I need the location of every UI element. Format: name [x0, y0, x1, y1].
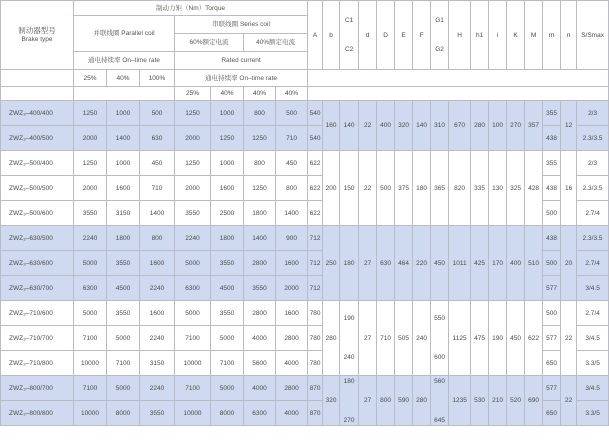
dim-i-cell: 130 — [489, 151, 507, 226]
dim-h1-cell: 335 — [471, 151, 489, 226]
torque-cell: 2240 — [140, 376, 175, 401]
dim-S-cell: 3/4.5 — [577, 276, 609, 301]
dim-A-cell: 622 — [308, 151, 323, 176]
header-rated-60: 60%额定电流 — [175, 34, 244, 52]
torque-cell: 5000 — [211, 376, 244, 401]
torque-cell: 3550 — [211, 301, 244, 326]
model-cell: ZWZ₃–710/700 — [1, 326, 74, 351]
dim-G-cell — [431, 376, 449, 426]
dim-A-cell: 780 — [308, 351, 323, 376]
torque-cell: 7100 — [74, 326, 107, 351]
torque-cell: 4000 — [276, 351, 308, 376]
dim-n-cell: 22 — [561, 301, 577, 376]
torque-cell: 5600 — [244, 351, 276, 376]
dim-A-cell: 780 — [308, 326, 323, 351]
header-G1: G1 — [435, 17, 444, 24]
dim-m-cell: 438 — [543, 126, 561, 151]
dim-G1-value: 560 — [434, 377, 446, 385]
torque-cell: 5000 — [74, 301, 107, 326]
dim-h1-cell: 280 — [471, 101, 489, 151]
torque-cell: 900 — [276, 226, 308, 251]
header-blank-4 — [308, 87, 609, 101]
header-rate-40b: 40% — [211, 87, 244, 101]
dim-F-cell: 220 — [413, 226, 431, 301]
dim-G1-value: 450 — [434, 259, 446, 267]
torque-cell: 450 — [140, 151, 175, 176]
dim-G1-value: 550 — [434, 315, 446, 322]
torque-cell: 6300 — [175, 276, 211, 301]
torque-cell: 5000 — [107, 326, 140, 351]
header-brake-type — [1, 1, 74, 70]
model-cell: ZWZ₃–500/600 — [1, 201, 74, 226]
torque-cell: 3550 — [107, 301, 140, 326]
torque-cell: 4000 — [244, 376, 276, 401]
header-series-coil: 串联线圈 Series coil — [175, 16, 308, 34]
torque-cell: 1250 — [175, 151, 211, 176]
dim-A-cell: 780 — [308, 301, 323, 326]
dim-D-cell: 630 — [377, 226, 395, 301]
dim-K-cell: 325 — [507, 151, 525, 226]
header-E: E — [395, 1, 413, 70]
torque-cell: 800 — [140, 226, 175, 251]
torque-cell: 1250 — [74, 151, 107, 176]
model-cell: ZWZ₃–630/700 — [1, 276, 74, 301]
header-rate-40c-b: 40% — [276, 87, 308, 101]
dim-E-cell: 375 — [395, 151, 413, 226]
dim-S-cell: 2/3 — [577, 151, 609, 176]
header-torque: 制动力矩（Nm）Torque — [74, 1, 308, 16]
torque-cell: 7100 — [74, 376, 107, 401]
torque-cell: 6300 — [244, 401, 276, 426]
torque-cell: 7100 — [175, 326, 211, 351]
dim-E-cell: 505 — [395, 301, 413, 376]
dim-i-cell: 100 — [489, 101, 507, 151]
torque-cell: 2800 — [244, 251, 276, 276]
dim-S-cell: 2.3/3.5 — [577, 176, 609, 201]
dim-H-cell: 1011 — [449, 226, 471, 301]
dim-d-cell: 22 — [359, 151, 377, 226]
dim-n-cell: 12 — [561, 101, 577, 151]
dim-S-cell: 3/4.5 — [577, 376, 609, 401]
dim-i-cell: 190 — [489, 301, 507, 376]
table-row — [1, 301, 609, 326]
torque-cell: 4500 — [211, 276, 244, 301]
torque-cell: 630 — [140, 126, 175, 151]
torque-cell: 2800 — [244, 301, 276, 326]
torque-cell: 710 — [276, 126, 308, 151]
header-S: S/Smax — [577, 1, 609, 70]
torque-cell: 8000 — [211, 401, 244, 426]
model-cell: ZWZ₃–710/800 — [1, 351, 74, 376]
dim-C-cell — [340, 101, 359, 151]
dim-M-cell: 428 — [525, 151, 543, 226]
dim-C1-value: 180 — [343, 377, 355, 385]
torque-cell: 2240 — [140, 326, 175, 351]
dim-b-cell: 200 — [323, 151, 340, 226]
dim-H-cell: 670 — [449, 101, 471, 151]
header-A: A — [308, 1, 323, 70]
torque-cell: 3550 — [74, 201, 107, 226]
dim-C2-value: 270 — [343, 416, 355, 424]
dim-F-cell: 280 — [413, 376, 431, 426]
dim-d-cell: 27 — [359, 226, 377, 301]
spec-table-body — [1, 101, 609, 426]
dim-K-cell: 520 — [507, 376, 525, 426]
dim-F-cell: 240 — [413, 301, 431, 376]
torque-cell: 2000 — [276, 276, 308, 301]
torque-cell: 2000 — [175, 126, 211, 151]
dim-m-cell: 500 — [543, 301, 561, 326]
header-C1: C1 — [344, 17, 354, 24]
torque-cell: 5000 — [211, 326, 244, 351]
header-b: b — [323, 1, 340, 70]
torque-cell: 2240 — [74, 226, 107, 251]
header-rate-25: 25% — [74, 70, 107, 87]
dim-K-cell: 270 — [507, 101, 525, 151]
dim-G1-value: 310 — [434, 122, 446, 129]
dim-A-cell: 540 — [308, 101, 323, 126]
torque-cell: 7100 — [211, 351, 244, 376]
dim-m-cell: 500 — [543, 251, 561, 276]
torque-cell: 5000 — [74, 251, 107, 276]
dim-S-cell: 2.7/4 — [577, 201, 609, 226]
header-rated-40: 40%额定电流 — [244, 34, 308, 52]
torque-cell: 2240 — [140, 276, 175, 301]
dim-G2-value: 600 — [434, 354, 446, 361]
torque-cell: 1250 — [244, 176, 276, 201]
torque-cell: 500 — [140, 101, 175, 126]
dim-n-cell: 20 — [561, 226, 577, 301]
torque-cell: 8000 — [107, 401, 140, 426]
dim-K-cell: 450 — [507, 301, 525, 376]
torque-cell: 450 — [276, 151, 308, 176]
dim-m-cell: 577 — [543, 376, 561, 401]
table-row — [1, 101, 609, 126]
table-row — [1, 376, 609, 401]
dim-E-cell: 320 — [395, 101, 413, 151]
model-cell: ZWZ₃–500/500 — [1, 176, 74, 201]
dim-m-cell: 438 — [543, 226, 561, 251]
dim-K-cell: 400 — [507, 226, 525, 301]
dim-H-cell: 820 — [449, 151, 471, 226]
torque-cell: 1250 — [244, 126, 276, 151]
torque-cell: 800 — [244, 101, 276, 126]
torque-cell: 2240 — [175, 226, 211, 251]
torque-cell: 1600 — [211, 176, 244, 201]
torque-cell: 800 — [276, 176, 308, 201]
dim-h1-cell: 530 — [471, 376, 489, 426]
dim-n-cell: 22 — [561, 376, 577, 426]
header-d: d — [359, 1, 377, 70]
torque-cell: 7100 — [107, 351, 140, 376]
dim-D-cell: 500 — [377, 151, 395, 226]
model-cell: ZWZ₃–400/500 — [1, 126, 74, 151]
torque-cell: 10000 — [74, 401, 107, 426]
dim-S-cell: 2.7/4 — [577, 301, 609, 326]
dim-n-cell: 16 — [561, 151, 577, 226]
dim-d-cell: 27 — [359, 376, 377, 426]
dim-C1-value: 140 — [343, 122, 355, 129]
dim-S-cell: 2.3/3.5 — [577, 126, 609, 151]
dim-S-cell: 2/3 — [577, 101, 609, 126]
dim-G2-value: 645 — [434, 416, 446, 424]
header-blank-2 — [1, 87, 74, 101]
header-m: m — [543, 1, 561, 70]
dim-M-cell: 690 — [525, 376, 543, 426]
torque-cell: 1800 — [244, 201, 276, 226]
header-brake-type-en: Brake type — [21, 36, 53, 43]
torque-cell: 1600 — [276, 251, 308, 276]
header-parallel-coil: 并联线圈 Parallel coil — [74, 16, 175, 52]
dim-C1-value: 180 — [343, 259, 355, 267]
dim-D-cell: 400 — [377, 101, 395, 151]
torque-cell: 3550 — [211, 251, 244, 276]
dim-m-cell: 500 — [543, 201, 561, 226]
dim-E-cell: 464 — [395, 226, 413, 301]
dim-A-cell: 712 — [308, 251, 323, 276]
header-C — [340, 1, 359, 70]
torque-cell: 1600 — [107, 176, 140, 201]
dim-S-cell: 3.3/5 — [577, 401, 609, 426]
table-row — [1, 151, 609, 176]
torque-cell: 10000 — [175, 401, 211, 426]
torque-cell: 3550 — [175, 201, 211, 226]
dim-i-cell: 210 — [489, 376, 507, 426]
torque-cell: 5000 — [175, 301, 211, 326]
torque-cell: 3150 — [107, 201, 140, 226]
torque-cell: 5000 — [175, 251, 211, 276]
header-i: i — [489, 1, 507, 70]
torque-cell: 1000 — [211, 101, 244, 126]
torque-cell: 1600 — [140, 301, 175, 326]
dim-m-cell: 438 — [543, 176, 561, 201]
header-F: F — [413, 1, 431, 70]
torque-cell: 10000 — [175, 351, 211, 376]
torque-cell: 3150 — [140, 351, 175, 376]
dim-i-cell: 170 — [489, 226, 507, 301]
header-C2: C2 — [344, 46, 354, 53]
header-G — [431, 1, 449, 70]
dim-A-cell: 622 — [308, 176, 323, 201]
torque-cell: 3550 — [244, 276, 276, 301]
header-n: n — [561, 1, 577, 70]
dim-S-cell: 2.7/4 — [577, 251, 609, 276]
model-cell: ZWZ₃–630/600 — [1, 251, 74, 276]
dim-G-cell — [431, 101, 449, 151]
dim-S-cell: 3/4.5 — [577, 326, 609, 351]
torque-cell: 1000 — [211, 151, 244, 176]
torque-cell: 1800 — [107, 226, 140, 251]
torque-cell: 1250 — [74, 101, 107, 126]
dim-b-cell: 250 — [323, 226, 340, 301]
torque-cell: 1800 — [211, 226, 244, 251]
torque-cell: 1000 — [107, 151, 140, 176]
torque-cell: 2800 — [276, 376, 308, 401]
torque-cell: 1400 — [244, 226, 276, 251]
dim-m-cell: 650 — [543, 351, 561, 376]
model-cell: ZWZ₃–800/800 — [1, 401, 74, 426]
dim-D-cell: 800 — [377, 376, 395, 426]
torque-cell: 6300 — [74, 276, 107, 301]
dim-h1-cell: 425 — [471, 226, 489, 301]
torque-cell: 2500 — [211, 201, 244, 226]
torque-cell: 800 — [244, 151, 276, 176]
dim-A-cell: 540 — [308, 126, 323, 151]
torque-cell: 1250 — [175, 101, 211, 126]
torque-cell: 1400 — [107, 126, 140, 151]
model-cell: ZWZ₃–500/400 — [1, 151, 74, 176]
torque-cell: 2000 — [74, 126, 107, 151]
dim-A-cell: 712 — [308, 226, 323, 251]
torque-cell: 1250 — [211, 126, 244, 151]
dim-C1-value: 190 — [343, 315, 355, 322]
dim-b-cell: 320 — [323, 376, 340, 426]
table-row — [1, 226, 609, 251]
header-on-time-series: 通电持续率 On–time rate — [175, 70, 308, 87]
torque-cell: 1600 — [276, 301, 308, 326]
dim-b-cell: 160 — [323, 101, 340, 151]
dim-G-cell — [431, 226, 449, 301]
dim-S-cell: 2.3/3.5 — [577, 226, 609, 251]
header-rate-25b: 25% — [175, 87, 211, 101]
dim-C-cell — [340, 376, 359, 426]
dim-S-cell: 3.3/5 — [577, 351, 609, 376]
dim-M-cell: 510 — [525, 226, 543, 301]
torque-cell: 710 — [140, 176, 175, 201]
dim-C2-value: 240 — [343, 354, 355, 361]
dim-d-cell: 22 — [359, 101, 377, 151]
torque-cell: 1400 — [140, 201, 175, 226]
model-cell: ZWZ₃–710/600 — [1, 301, 74, 326]
dim-d-cell: 27 — [359, 301, 377, 376]
dim-G1-value: 365 — [434, 184, 446, 192]
header-blank-right — [308, 70, 609, 87]
torque-cell: 1000 — [107, 101, 140, 126]
torque-cell: 3550 — [107, 251, 140, 276]
dim-H-cell: 1125 — [449, 301, 471, 376]
header-G2: G2 — [435, 46, 444, 53]
header-H: H — [449, 1, 471, 70]
dim-H-cell: 1235 — [449, 376, 471, 426]
dim-F-cell: 180 — [413, 151, 431, 226]
dim-C1-value: 150 — [343, 184, 355, 192]
header-h1: h1 — [471, 1, 489, 70]
dim-h1-cell: 475 — [471, 301, 489, 376]
torque-cell: 2800 — [276, 326, 308, 351]
dim-m-cell: 650 — [543, 401, 561, 426]
torque-cell: 1400 — [276, 201, 308, 226]
header-rate-40: 40% — [107, 70, 140, 87]
torque-cell: 500 — [276, 101, 308, 126]
dim-D-cell: 710 — [377, 301, 395, 376]
header-blank-3 — [74, 87, 175, 101]
header-K: K — [507, 1, 525, 70]
torque-cell: 4500 — [107, 276, 140, 301]
dim-A-cell: 712 — [308, 276, 323, 301]
header-rated-current: Rated current — [175, 52, 308, 70]
dim-A-cell: 870 — [308, 401, 323, 426]
torque-cell: 5000 — [107, 376, 140, 401]
model-cell: ZWZ₃–630/500 — [1, 226, 74, 251]
dim-M-cell: 357 — [525, 101, 543, 151]
header-D: D — [377, 1, 395, 70]
torque-cell: 4000 — [276, 401, 308, 426]
model-cell: ZWZ₃–800/700 — [1, 376, 74, 401]
torque-cell: 2000 — [74, 176, 107, 201]
torque-cell: 4000 — [244, 326, 276, 351]
dim-A-cell: 870 — [308, 376, 323, 401]
torque-cell: 7100 — [175, 376, 211, 401]
dim-G-cell — [431, 301, 449, 376]
dim-C-cell — [340, 301, 359, 376]
header-blank — [1, 70, 74, 87]
dim-F-cell: 140 — [413, 101, 431, 151]
torque-cell: 10000 — [74, 351, 107, 376]
dim-m-cell: 577 — [543, 276, 561, 301]
dim-m-cell: 577 — [543, 326, 561, 351]
header-brake-type-cn: 制动器型号 — [18, 26, 56, 35]
dim-m-cell: 355 — [543, 101, 561, 126]
header-rate-40c-a: 40% — [244, 87, 276, 101]
header-M: M — [525, 1, 543, 70]
dim-C-cell — [340, 151, 359, 226]
header-rate-100: 100% — [140, 70, 175, 87]
dim-A-cell: 622 — [308, 201, 323, 226]
dim-m-cell: 355 — [543, 151, 561, 176]
torque-cell: 1600 — [140, 251, 175, 276]
dim-E-cell: 590 — [395, 376, 413, 426]
dim-M-cell: 622 — [525, 301, 543, 376]
dim-C-cell — [340, 226, 359, 301]
torque-cell: 2000 — [175, 176, 211, 201]
dim-G-cell — [431, 151, 449, 226]
model-cell: ZWZ₃–400/400 — [1, 101, 74, 126]
torque-cell: 3550 — [140, 401, 175, 426]
dim-b-cell: 280 — [323, 301, 340, 376]
header-on-time-parallel: 通电持续率 On–time rate — [74, 52, 175, 70]
